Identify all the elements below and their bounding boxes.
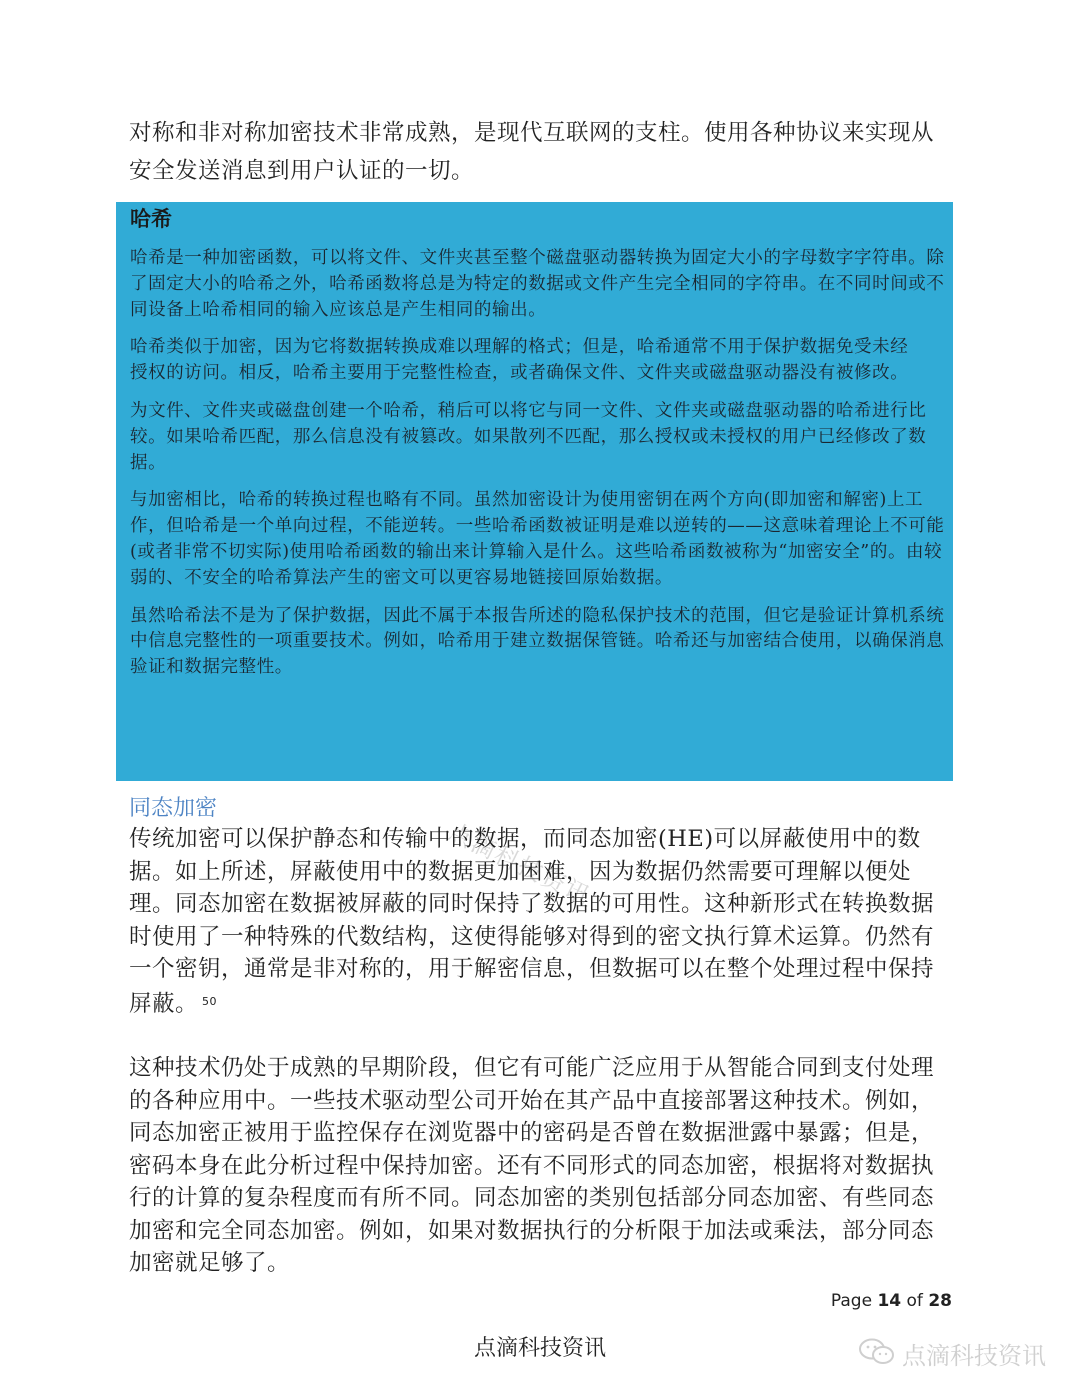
hash-box-title: 哈希	[130, 206, 172, 231]
hash-sidebar-box	[116, 202, 953, 781]
page-label: Page	[830, 1291, 878, 1311]
wechat-account-name: 点滴科技资讯	[902, 1342, 1046, 1370]
hash-paragraph-2: 哈希类似于加密，因为它将数据转换成难以理解的格式；但是，哈希通常不用于保护数据免受未经授权的访问。相反，哈希主要用于完整性检查，或者确保文件、文件夹或磁盘驱动器没有被修改。	[130, 337, 909, 384]
hash-paragraph-5: 虽然哈希法不是为了保护数据，因此不属于本报告所述的隐私保护技术的范围，但它是验证计算机系统中信息完整性的一项重要技术。例如，哈希用于建立数据保管链。哈希还与加密结合使用，以确保消息验证和数据完整性。	[130, 605, 945, 678]
he-section-body	[129, 823, 954, 1312]
he-paragraph-2: 这种技术仍处于成熟的早期阶段，但它有可能广泛应用于从智能合同到支付处理的各种应用中。一些技术驱动型公司开始在其产品中直接部署这种技术。例如，同态加密正被用于监控保存在浏览器中的密码是否曾在数据泄露中暴露；但是，密码本身在此分析过程中保持加密。还有不同形式的同态加密，根据将对数据执行的计算的复杂程度而有所不同。同态加密的类别包括部分同态加密、有些同态加密和完全同态加密。例如，如果对数据执行的分析限于加法或乘法，部分同态加密就足够了。	[129, 1055, 935, 1276]
intro-paragraph: 对称和非对称加密技术非常成熟，是现代互联网的支柱。使用各种协议来实现从安全发送消息到用户认证的一切。	[129, 120, 935, 184]
hash-paragraph-3: 为文件、文件夹或磁盘创建一个哈希，稍后可以将它与同一文件、文件夹或磁盘驱动器的哈希进行比较。如果哈希匹配，那么信息没有被篡改。如果散列不匹配，那么授权或未授权的用户已经修改了数据。	[130, 400, 927, 473]
hash-paragraph-1: 哈希是一种加密函数，可以将文件、文件夹甚至整个磁盘驱动器转换为固定大小的字母数字字符串。除了固定大小的哈希之外，哈希函数将总是为特定的数据或文件产生完全相同的字符串。在不同时间或不同设备上哈希相同的输入应该总是产生相同的输出。	[130, 248, 945, 320]
footnote-ref[interactable]: 50	[202, 994, 218, 1008]
hash-paragraph-4: 与加密相比，哈希的转换过程也略有不同。虽然加密设计为使用密钥在两个方向(即加密和解密)上工作，但哈希是一个单向过程，不能逆转。一些哈希函数被证明是难以逆转的——这意味着理论上不可能(或者非常不切实际)使用哈希函数的输出来计算输入是什么。这些哈希函数被称为“加密安全”的。由较弱的、不安全的哈希算法产生的密文可以更容易地链接回原始数据。	[130, 490, 945, 588]
page-number	[831, 1291, 952, 1311]
page-total: 28	[928, 1291, 952, 1311]
he-paragraph-1-text: 传统加密可以保护静态和传输中的数据，而同态加密(HE)可以屏蔽使用中的数据。如上所述，屏蔽使用中的数据更加困难，因为数据仍然需要可理解以便处理。同态加密在数据被屏蔽的同时保持了数据的可用性。这种新形式在转换数据时使用了一种特殊的代数结构，这使得能够对得到的密文执行算术运算。仍然有一个密钥，通常是非对称的，用于解密信息，但数据可以在整个处理过程中保持屏蔽。	[129, 826, 935, 1017]
he-section-heading: 同态加密	[129, 796, 218, 821]
footer-brand: 点滴科技资讯	[473, 1336, 606, 1361]
he-paragraph-1	[129, 823, 954, 1020]
wechat-badge	[858, 1336, 1046, 1371]
watermark-text: 点滴科技资讯	[443, 817, 596, 911]
intro-text	[129, 114, 954, 190]
wechat-icon	[858, 1337, 896, 1371]
page-of: of	[901, 1291, 929, 1311]
page-current: 14	[877, 1291, 902, 1311]
